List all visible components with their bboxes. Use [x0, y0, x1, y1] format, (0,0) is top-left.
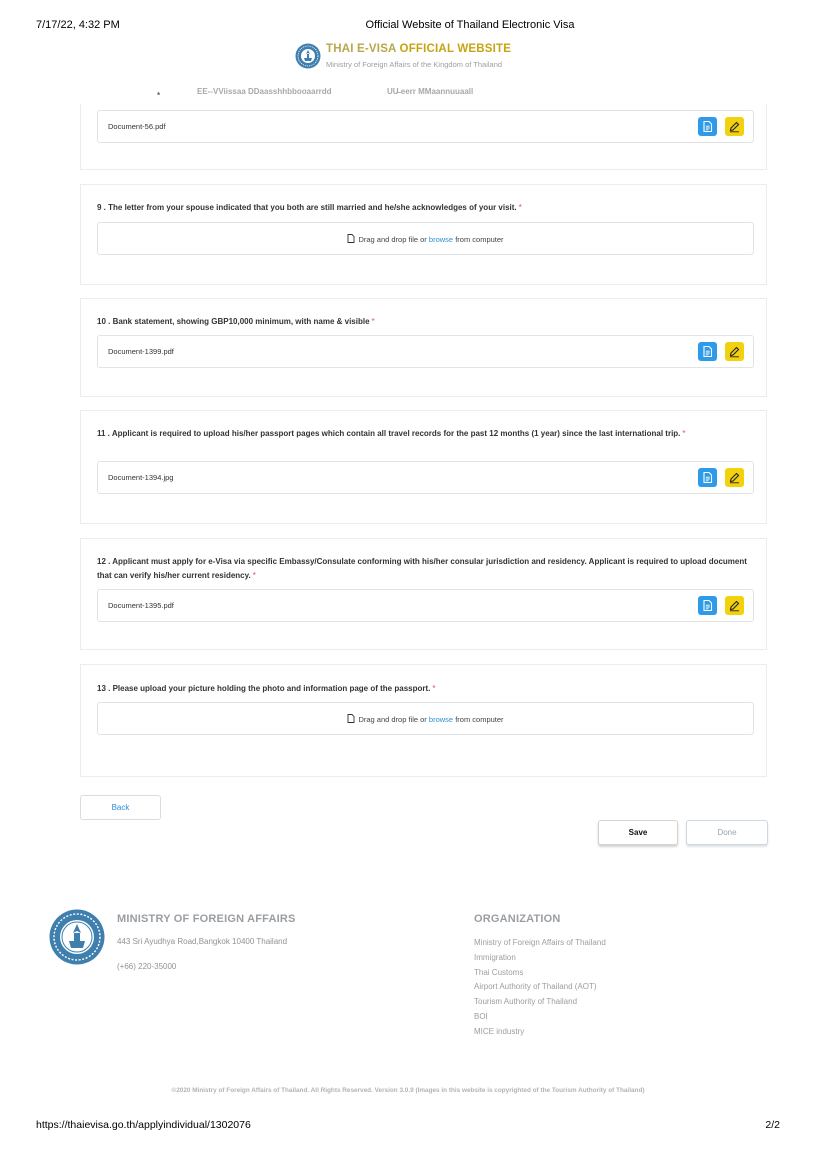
question-text: 13 . Please upload your picture holding the photo and information page of the passport.: [97, 684, 431, 693]
nav-star: *: [157, 91, 161, 100]
required-marker: *: [252, 571, 256, 580]
organization-heading: ORGANIZATION: [474, 913, 561, 925]
browse-link[interactable]: browse: [428, 235, 454, 244]
ministry-heading: MINISTRY OF FOREIGN AFFAIRS: [117, 913, 296, 925]
question-text: 12 . Applicant must apply for e-Visa via specific Embassy/Consulate conforming with his/her consular jurisdiction and residency. Applicant is required to upload document that can verify his/her current residency.: [97, 557, 747, 580]
question-card: [80, 664, 767, 777]
org-link-tat[interactable]: Tourism Authority of Thailand: [474, 997, 578, 1007]
edit-file-button[interactable]: [725, 117, 744, 136]
org-link-mice[interactable]: MICE industry: [474, 1026, 525, 1036]
drop-suffix: from computer: [455, 235, 504, 244]
save-button[interactable]: Save: [598, 820, 678, 845]
required-marker: *: [432, 684, 436, 693]
site-subtitle: Ministry of Foreign Affairs of the Kingdom of Thailand: [326, 60, 503, 69]
document-icon: [701, 345, 714, 358]
nav-item-user-manual[interactable]: UU̶ eerr MMaannuuaall: [387, 87, 474, 96]
uploaded-file-row: [97, 589, 754, 622]
nav-item-dashboard[interactable]: EE--VViissaa DDaasshhbbooaarrdd: [197, 87, 332, 96]
question-card: [80, 298, 767, 397]
edit-file-button[interactable]: [725, 468, 744, 487]
question-label: [97, 555, 757, 583]
question-label: [97, 315, 757, 329]
org-link-immigration[interactable]: Immigration: [474, 952, 516, 962]
question-card: [80, 184, 767, 285]
file-name: Document-56.pdf: [108, 122, 166, 131]
question-label: [97, 682, 757, 696]
view-file-button[interactable]: [698, 342, 717, 361]
document-icon: [701, 471, 714, 484]
file-icon: [347, 234, 355, 243]
question-card: [80, 410, 767, 524]
org-link-customs[interactable]: Thai Customs: [474, 967, 524, 977]
view-file-button[interactable]: [698, 468, 717, 487]
print-footer: [0, 1119, 816, 1133]
required-marker: *: [682, 429, 686, 438]
print-datetime: 7/17/22, 4:32 PM: [36, 19, 120, 31]
edit-file-button[interactable]: [725, 342, 744, 361]
file-icon: [347, 714, 355, 723]
required-marker: *: [371, 317, 375, 326]
copyright-text: ©2020 Ministry of Foreign Affairs of Thailand. All Rights Reserved. Version 3.0.9 (Images in this website is copyrighted of the Tourism Authority of Thailand): [171, 1087, 645, 1094]
file-name: Document-1399.pdf: [108, 347, 174, 356]
file-drop-zone[interactable]: [97, 222, 754, 255]
file-name: Document-1394.jpg: [108, 473, 174, 482]
question-text: 9 . The letter from your spouse indicated that you both are still married and he/she acknowledges of your visit.: [97, 203, 517, 212]
browse-link[interactable]: browse: [428, 715, 454, 724]
print-title: Official Website of Thailand Electronic Visa: [365, 19, 575, 31]
question-card: [80, 538, 767, 650]
pencil-icon: [728, 599, 741, 612]
drop-text: Drag and drop file or: [358, 235, 427, 244]
site-title[interactable]: [326, 43, 511, 55]
uploaded-file-row: [97, 461, 754, 494]
question-label: [97, 427, 757, 441]
required-marker: *: [518, 203, 522, 212]
site-header: [0, 42, 816, 72]
site-title-part1: THAI E-VISA: [326, 43, 397, 55]
top-nav: [0, 87, 816, 101]
organization-links: [474, 936, 606, 1040]
question-text: 11 . Applicant is required to upload his/her passport pages which contain all travel records for the past 12 months (1 year) since the last international trip.: [97, 429, 681, 438]
question-label: [97, 201, 757, 215]
org-link-boi[interactable]: BOI: [474, 1011, 488, 1021]
print-header: [0, 19, 816, 33]
edit-file-button[interactable]: [725, 596, 744, 615]
question-text: 10 . Bank statement, showing GBP10,000 minimum, with name & visible: [97, 317, 370, 326]
drop-text: Drag and drop file or: [358, 715, 427, 724]
document-icon: [701, 599, 714, 612]
pencil-icon: [728, 120, 741, 133]
uploaded-file-row: [97, 335, 754, 368]
org-link-mfa[interactable]: Ministry of Foreign Affairs of Thailand: [474, 938, 606, 947]
document-icon: [701, 120, 714, 133]
pencil-icon: [728, 345, 741, 358]
ministry-seal-icon: [295, 43, 321, 69]
view-file-button[interactable]: [698, 596, 717, 615]
pencil-icon: [728, 471, 741, 484]
print-page-number: 2/2: [765, 1119, 780, 1131]
uploaded-file-row: [97, 110, 754, 143]
back-button[interactable]: Back: [80, 795, 161, 820]
ministry-seal-icon: [49, 909, 105, 965]
view-file-button[interactable]: [698, 117, 717, 136]
file-name: Document-1395.pdf: [108, 601, 174, 610]
ministry-address: 443 Sri Ayudhya Road,Bangkok 10400 Thailand: [117, 937, 288, 946]
done-button[interactable]: Done: [686, 820, 768, 845]
site-title-part2: OFFICIAL WEBSITE: [399, 43, 512, 55]
question-card: [80, 104, 767, 170]
file-drop-zone[interactable]: [97, 702, 754, 735]
print-url: https://thaievisa.go.th/applyindividual/1302076: [36, 1119, 251, 1131]
ministry-phone: (+66) 220-35000: [117, 962, 177, 971]
org-link-aot[interactable]: Airport Authority of Thailand (AOT): [474, 982, 597, 992]
drop-suffix: from computer: [455, 715, 504, 724]
